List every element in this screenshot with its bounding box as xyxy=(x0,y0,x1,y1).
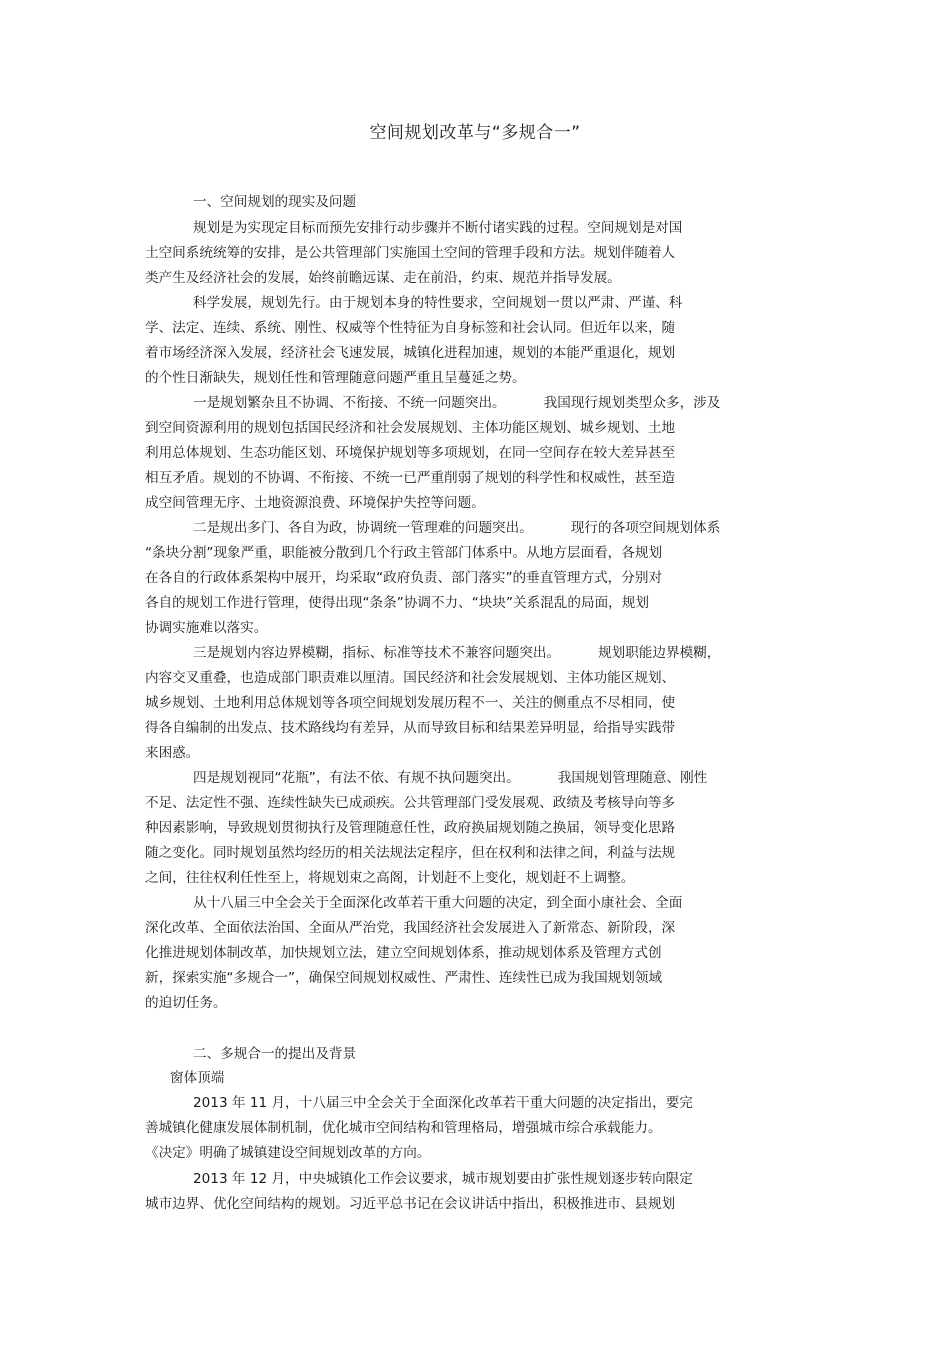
paragraph-line: 得各自编制的出发点、技术路线均有差异，从而导致目标和结果差异明显，给指导实践带 xyxy=(145,720,676,736)
paragraph-line: 到空间资源利用的规划包括国民经济和社会发展规划、主体功能区规划、城乡规划、土地 xyxy=(145,420,676,436)
paragraph-line: 类产生及经济社会的发展，始终前瞻远谋、走在前沿，约束、规范并指导发展。 xyxy=(145,270,621,286)
paragraph-line: 之间，往往权利任性至上，将规划束之高阁，计划赶不上变化，规划赶不上调整。 xyxy=(145,870,635,886)
form-top-marker: 窗体顶端 xyxy=(170,1070,225,1086)
paragraph-line: 来困惑。 xyxy=(145,745,200,761)
sentence-continuation: 规划职能边界模糊， xyxy=(598,645,721,661)
paragraph-line: 各自的规划工作进行管理，使得出现“条条”协调不力、“块块”关系混乱的局面，规划 xyxy=(145,595,649,611)
paragraph-line: 的迫切任务。 xyxy=(145,995,227,1011)
lead-sentence: 三是规划内容边界模糊，指标、标准等技术不兼容问题突出。 xyxy=(193,645,561,661)
paragraph-line: 协调实施难以落实。 xyxy=(145,620,268,636)
sentence-continuation: 我国现行规划类型众多，涉及 xyxy=(543,395,721,411)
paragraph-line: 科学发展，规划先行。由于规划本身的特性要求，空间规划一贯以严肃、严谨、科 xyxy=(193,295,683,311)
paragraph-line: 在各自的行政体系架构中展开，均采取“政府负责、部门落实”的垂直管理方式，分别对 xyxy=(145,570,663,586)
section-heading: 二、多规合一的提出及背景 xyxy=(193,1046,357,1062)
paragraph-line: 从十八届三中全会关于全面深化改革若干重大问题的决定，到全面小康社会、全面 xyxy=(193,895,683,911)
paragraph-line: 利用总体规划、生态功能区划、环境保护规划等多项规划，在同一空间存在较大差异甚至 xyxy=(145,445,676,461)
lead-sentence: 一是规划繁杂且不协调、不衔接、不统一问题突出。 xyxy=(193,395,506,411)
paragraph-line: 善城镇化健康发展体制机制，优化城市空间结构和管理格局，增强城市综合承载能力。 xyxy=(145,1120,662,1136)
lead-sentence: 四是规划视同“花瓶”，有法不依、有规不执问题突出。 xyxy=(193,770,520,786)
paragraph-line: 相互矛盾。规划的不协调、不衔接、不统一已严重削弱了规划的科学性和权威性，甚至造 xyxy=(145,470,676,486)
paragraph-line: 新，探索实施“多规合一”，确保空间规划权威性、严肃性、连续性已成为我国规划领域 xyxy=(145,970,663,986)
paragraph-line: 学、法定、连续、系统、刚性、权威等个性特征为自身标签和社会认同。但近年以来，随 xyxy=(145,320,676,336)
paragraph-line: 着市场经济深入发展，经济社会飞速发展，城镇化进程加速，规划的本能严重退化，规划 xyxy=(145,345,676,361)
paragraph-line: 2013 年 11 月，十八届三中全会关于全面深化改革若干重大问题的决定指出，要完 xyxy=(193,1095,693,1111)
paragraph-line: 化推进规划体制改革，加快规划立法，建立空间规划体系，推动规划体系及管理方式创 xyxy=(145,945,662,961)
paragraph-line: 深化改革、全面依法治国、全面从严治党，我国经济社会发展进入了新常态、新阶段，深 xyxy=(145,920,676,936)
lead-sentence: 二是规出多门、各自为政，协调统一管理难的问题突出。 xyxy=(193,520,533,536)
document-title: 空间规划改革与“多规合一” xyxy=(369,123,581,143)
paragraph-line: 随之变化。同时规划虽然均经历的相关法规法定程序，但在权利和法律之间，利益与法规 xyxy=(145,845,676,861)
paragraph-line: 规划是为实现定目标而预先安排行动步骤并不断付诸实践的过程。空间规划是对国 xyxy=(193,220,683,236)
paragraph-line: 《决定》明确了城镇建设空间规划改革的方向。 xyxy=(145,1145,431,1161)
paragraph-line: 内容交叉重叠，也造成部门职责难以厘清。国民经济和社会发展规划、主体功能区规划、 xyxy=(145,670,676,686)
paragraph-line: 成空间管理无序、土地资源浪费、环境保护失控等问题。 xyxy=(145,495,485,511)
paragraph-line: 土空间系统统筹的安排，是公共管理部门实施国土空间的管理手段和方法。规划伴随着人 xyxy=(145,245,676,261)
sentence-continuation: 我国规划管理随意、刚性 xyxy=(557,770,708,786)
sentence-continuation: 现行的各项空间规划体系 xyxy=(570,520,721,536)
paragraph-line xyxy=(193,394,720,412)
paragraph-line: 不足、法定性不强、连续性缺失已成顽疾。公共管理部门受发展观、政绩及考核导向等多 xyxy=(145,795,676,811)
section-heading: 一、空间规划的现实及问题 xyxy=(193,194,357,210)
paragraph-line xyxy=(193,519,720,537)
paragraph-line: “条块分割”现象严重，职能被分散到几个行政主管部门体系中。从地方层面看，各规划 xyxy=(145,545,663,561)
paragraph-line: 城乡规划、土地利用总体规划等各项空间规划发展历程不一、关注的侧重点不尽相同，使 xyxy=(145,695,676,711)
paragraph-line xyxy=(193,769,707,787)
paragraph-line: 2013 年 12 月，中央城镇化工作会议要求，城市规划要由扩张性规划逐步转向限定 xyxy=(193,1171,693,1187)
paragraph-line: 种因素影响，导致规划贯彻执行及管理随意任性，政府换届规划随之换届，领导变化思路 xyxy=(145,820,676,836)
paragraph-line xyxy=(193,644,720,662)
paragraph-line: 城市边界、优化空间结构的规划。习近平总书记在会议讲话中指出，积极推进市、县规划 xyxy=(145,1196,676,1212)
paragraph-line: 的个性日渐缺失，规划任性和管理随意问题严重且呈蔓延之势。 xyxy=(145,370,526,386)
